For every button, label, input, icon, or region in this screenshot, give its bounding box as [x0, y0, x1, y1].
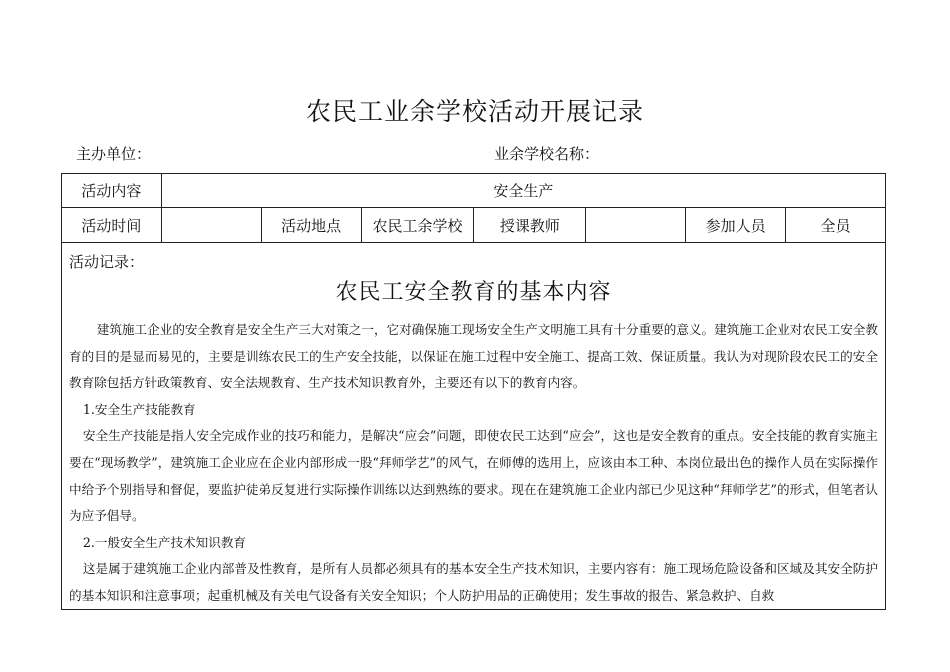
record-label: 活动记录： — [69, 253, 145, 271]
school-name-label: 业余学校名称： — [494, 145, 600, 163]
attendees-label: 参加人员 — [686, 208, 786, 243]
host-unit-label: 主办单位： — [76, 145, 152, 163]
paragraph-general-knowledge: 这是属于建筑施工企业内部普及性教育，是所有人员都必须具有的基本安全生产技术知识，主要内容有：施工现场危险设备和区域及其安全防护的基本知识和注意事项；起重机械及有关电气设备有关安全知识；个人防护用品的正确使用；发生事故的报告、紧急救护、自救 — [69, 561, 878, 603]
article-title: 农民工安全教育的基本内容 — [335, 280, 612, 305]
activity-content-value: 安全生产 — [161, 174, 885, 208]
paragraph-intro: 建筑施工企业的安全教育是安全生产三大对策之一，它对确保施工现场安全生产文明施工具有十分重要的意义。建筑施工企业对农民工安全教育的目的是显而易见的，主要是训练农民工的生产安全技能，以保证在施工过程中安全施工、提高工效、保证质量。我认为对现阶段农民工的安全教育除包括方针政策教育、安全法规教育、生产技术知识教育外，主要还有以下的教育内容。 — [69, 322, 878, 391]
attendees-value: 全员 — [786, 208, 886, 243]
activity-place-value: 农民工余学校 — [361, 208, 474, 243]
heading-skill-education: 1.安全生产技能教育 — [82, 401, 196, 417]
activity-record-section — [61, 242, 886, 610]
activity-content-label: 活动内容 — [62, 174, 162, 208]
teacher-label: 授课教师 — [474, 208, 586, 243]
teacher-value — [586, 208, 686, 243]
page-title: 农民工业余学校活动开展记录 — [305, 97, 644, 126]
activity-time-value — [161, 208, 261, 243]
activity-time-label: 活动时间 — [62, 208, 162, 243]
activity-place-label: 活动地点 — [261, 208, 361, 243]
heading-general-knowledge: 2.一般安全生产技术知识教育 — [82, 534, 247, 550]
paragraph-skill-education: 安全生产技能是指人安全完成作业的技巧和能力，是解决“应会”问题，即使农民工达到“应会”，这也是安全教育的重点。安全技能的教育实施主要在“现场教学”，建筑施工企业应在企业内部形成一股“拜师学艺”的风气，在师傅的选用上，应该由本工种、本岗位最出色的操作人员在实际操作中给予个别指导和督促，要监护徒弟反复进行实际操作训练以达到熟练的要求。现在在建筑施工企业内部已少见这种“拜师学艺”的形式，但笔者认为应予倡导。 — [69, 428, 878, 524]
article-body — [69, 317, 878, 610]
activity-info-table — [61, 173, 886, 243]
